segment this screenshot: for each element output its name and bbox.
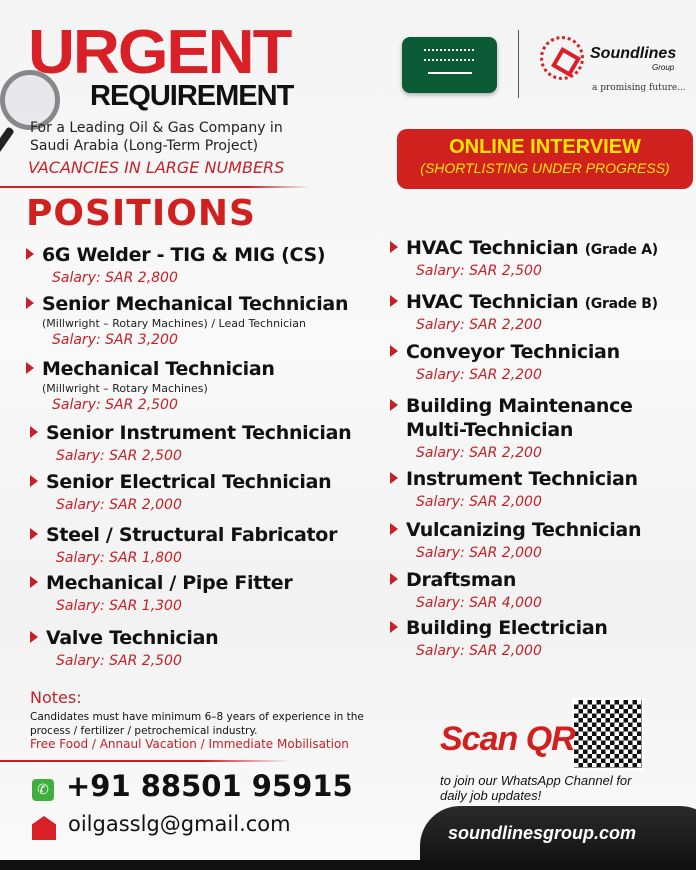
position-title <box>46 422 351 446</box>
position-name: Valve Technician <box>46 627 219 649</box>
position-title <box>42 293 348 317</box>
arrow-icon <box>30 576 38 588</box>
position-salary: Salary: SAR 2,000 <box>56 496 182 513</box>
arrow-icon <box>390 573 398 585</box>
arrow-icon <box>30 528 38 540</box>
arrow-icon <box>26 362 34 374</box>
interview-title: ONLINE INTERVIEW <box>449 136 641 158</box>
position-salary: Salary: SAR 4,000 <box>416 594 542 611</box>
position-name: Building Electrician <box>406 617 608 639</box>
phone-number[interactable]: +91 88501 95915 <box>66 769 353 803</box>
brand-group: Group <box>652 63 675 72</box>
position-title <box>46 627 218 651</box>
position-item <box>390 395 690 464</box>
email-icon <box>32 816 56 840</box>
email-address[interactable]: oilgasslg@gmail.com <box>68 812 291 836</box>
bottom-bar <box>0 860 696 870</box>
position-item <box>30 572 292 617</box>
position-grade: (Grade A) <box>584 242 658 258</box>
scan-qr-heading: Scan QR <box>440 720 575 758</box>
soundlines-logo-icon <box>540 36 584 80</box>
online-interview-banner <box>397 129 693 189</box>
position-salary: Salary: SAR 1,800 <box>56 549 182 566</box>
note-benefits: Free Food / Annaul Vacation / Immediate Mobilisation <box>30 737 349 751</box>
arrow-icon <box>30 475 38 487</box>
position-item <box>390 617 690 662</box>
position-item <box>390 341 690 386</box>
position-item <box>26 293 348 351</box>
position-name: Mechanical / Pipe Fitter <box>46 572 293 594</box>
note-experience: Candidates must have minimum 6–8 years of experience in the process / fertilizer / petrochemical industry. <box>30 711 364 737</box>
interview-subtitle: (SHORTLISTING UNDER PROGRESS) <box>420 160 670 176</box>
website-link[interactable]: soundlinesgroup.com <box>448 823 637 843</box>
position-salary: Salary: SAR 2,000 <box>416 493 542 510</box>
arrow-icon <box>30 631 38 643</box>
arrow-icon <box>390 472 398 484</box>
position-title <box>406 395 690 443</box>
position-name: Instrument Technician <box>406 468 638 490</box>
position-name: Mechanical Technician <box>42 358 275 380</box>
divider <box>518 30 519 98</box>
vacancies-text: VACANCIES IN LARGE NUMBERS <box>28 158 285 177</box>
positions-heading: POSITIONS <box>26 193 256 234</box>
position-item <box>390 519 690 564</box>
arrow-icon <box>26 248 34 260</box>
arrow-icon <box>390 399 398 411</box>
position-title <box>42 358 275 382</box>
position-title <box>406 519 690 543</box>
brand-name: Soundlines <box>590 45 677 62</box>
position-name: Senior Electrical Technician <box>46 471 332 493</box>
position-item <box>30 524 337 569</box>
brand-tagline: a promising future... <box>592 83 686 93</box>
position-title <box>406 341 690 365</box>
position-salary: Salary: SAR 2,500 <box>52 396 178 413</box>
position-name: Senior Instrument Technician <box>46 422 352 444</box>
position-grade: (Grade B) <box>584 296 658 312</box>
position-name: HVAC Technician <box>406 291 579 313</box>
whatsapp-icon: ✆ <box>32 779 54 801</box>
position-title <box>406 291 690 315</box>
magnifier-handle <box>0 126 15 163</box>
requirement-heading: REQUIREMENT <box>90 80 294 112</box>
position-item <box>26 358 275 416</box>
divider <box>0 186 310 188</box>
urgent-heading: URGENT <box>28 18 291 87</box>
position-note: (Millwright – Rotary Machines) <box>42 381 208 395</box>
arrow-icon <box>390 523 398 535</box>
position-title <box>46 471 331 495</box>
arrow-icon <box>26 297 34 309</box>
position-salary: Salary: SAR 2,000 <box>416 544 542 561</box>
position-salary: Salary: SAR 2,200 <box>416 316 542 333</box>
arrow-icon <box>390 621 398 633</box>
position-title <box>46 572 292 596</box>
arrow-icon <box>390 241 398 253</box>
position-salary: Salary: SAR 3,200 <box>52 331 178 348</box>
position-title <box>406 569 690 593</box>
position-title <box>406 237 690 261</box>
position-salary: Salary: SAR 2,200 <box>416 366 542 383</box>
company-subtitle: For a Leading Oil & Gas Company in Saudi Arabia (Long-Term Project) <box>30 120 283 154</box>
position-item <box>390 291 690 336</box>
position-name: Draftsman <box>406 569 517 591</box>
position-title <box>406 468 690 492</box>
position-salary: Salary: SAR 2,800 <box>52 269 178 286</box>
divider <box>0 760 290 762</box>
position-name: Steel / Structural Fabricator <box>46 524 338 546</box>
position-name: Conveyor Technician <box>406 341 620 363</box>
arrow-icon <box>390 295 398 307</box>
position-item <box>390 468 690 513</box>
position-name: HVAC Technician <box>406 237 579 259</box>
position-item <box>30 471 331 516</box>
qr-description: to join our WhatsApp Channel for daily job updates! <box>440 773 632 803</box>
position-salary: Salary: SAR 2,500 <box>416 262 542 279</box>
position-salary: Salary: SAR 2,500 <box>56 652 182 669</box>
position-name: 6G Welder - TIG & MIG (CS) <box>42 244 326 266</box>
position-salary: Salary: SAR 2,500 <box>56 447 182 464</box>
position-name: Building Maintenance Multi-Technician <box>406 395 633 441</box>
position-title <box>406 617 690 641</box>
position-name: Vulcanizing Technician <box>406 519 642 541</box>
position-item <box>26 244 325 289</box>
position-salary: Salary: SAR 1,300 <box>56 597 182 614</box>
position-note: (Millwright – Rotary Machines) / Lead Technician <box>42 316 306 330</box>
position-title <box>42 244 325 268</box>
arrow-icon <box>30 426 38 438</box>
position-item <box>390 237 690 282</box>
position-item <box>30 422 351 467</box>
position-title <box>46 524 337 548</box>
qr-code[interactable] <box>572 698 644 770</box>
notes-heading: Notes: <box>30 688 82 707</box>
position-item <box>30 627 218 672</box>
saudi-flag-icon <box>402 37 497 93</box>
arrow-icon <box>390 345 398 357</box>
position-salary: Salary: SAR 2,200 <box>416 444 542 461</box>
position-item <box>390 569 690 614</box>
position-salary: Salary: SAR 2,000 <box>416 642 542 659</box>
position-name: Senior Mechanical Technician <box>42 293 349 315</box>
